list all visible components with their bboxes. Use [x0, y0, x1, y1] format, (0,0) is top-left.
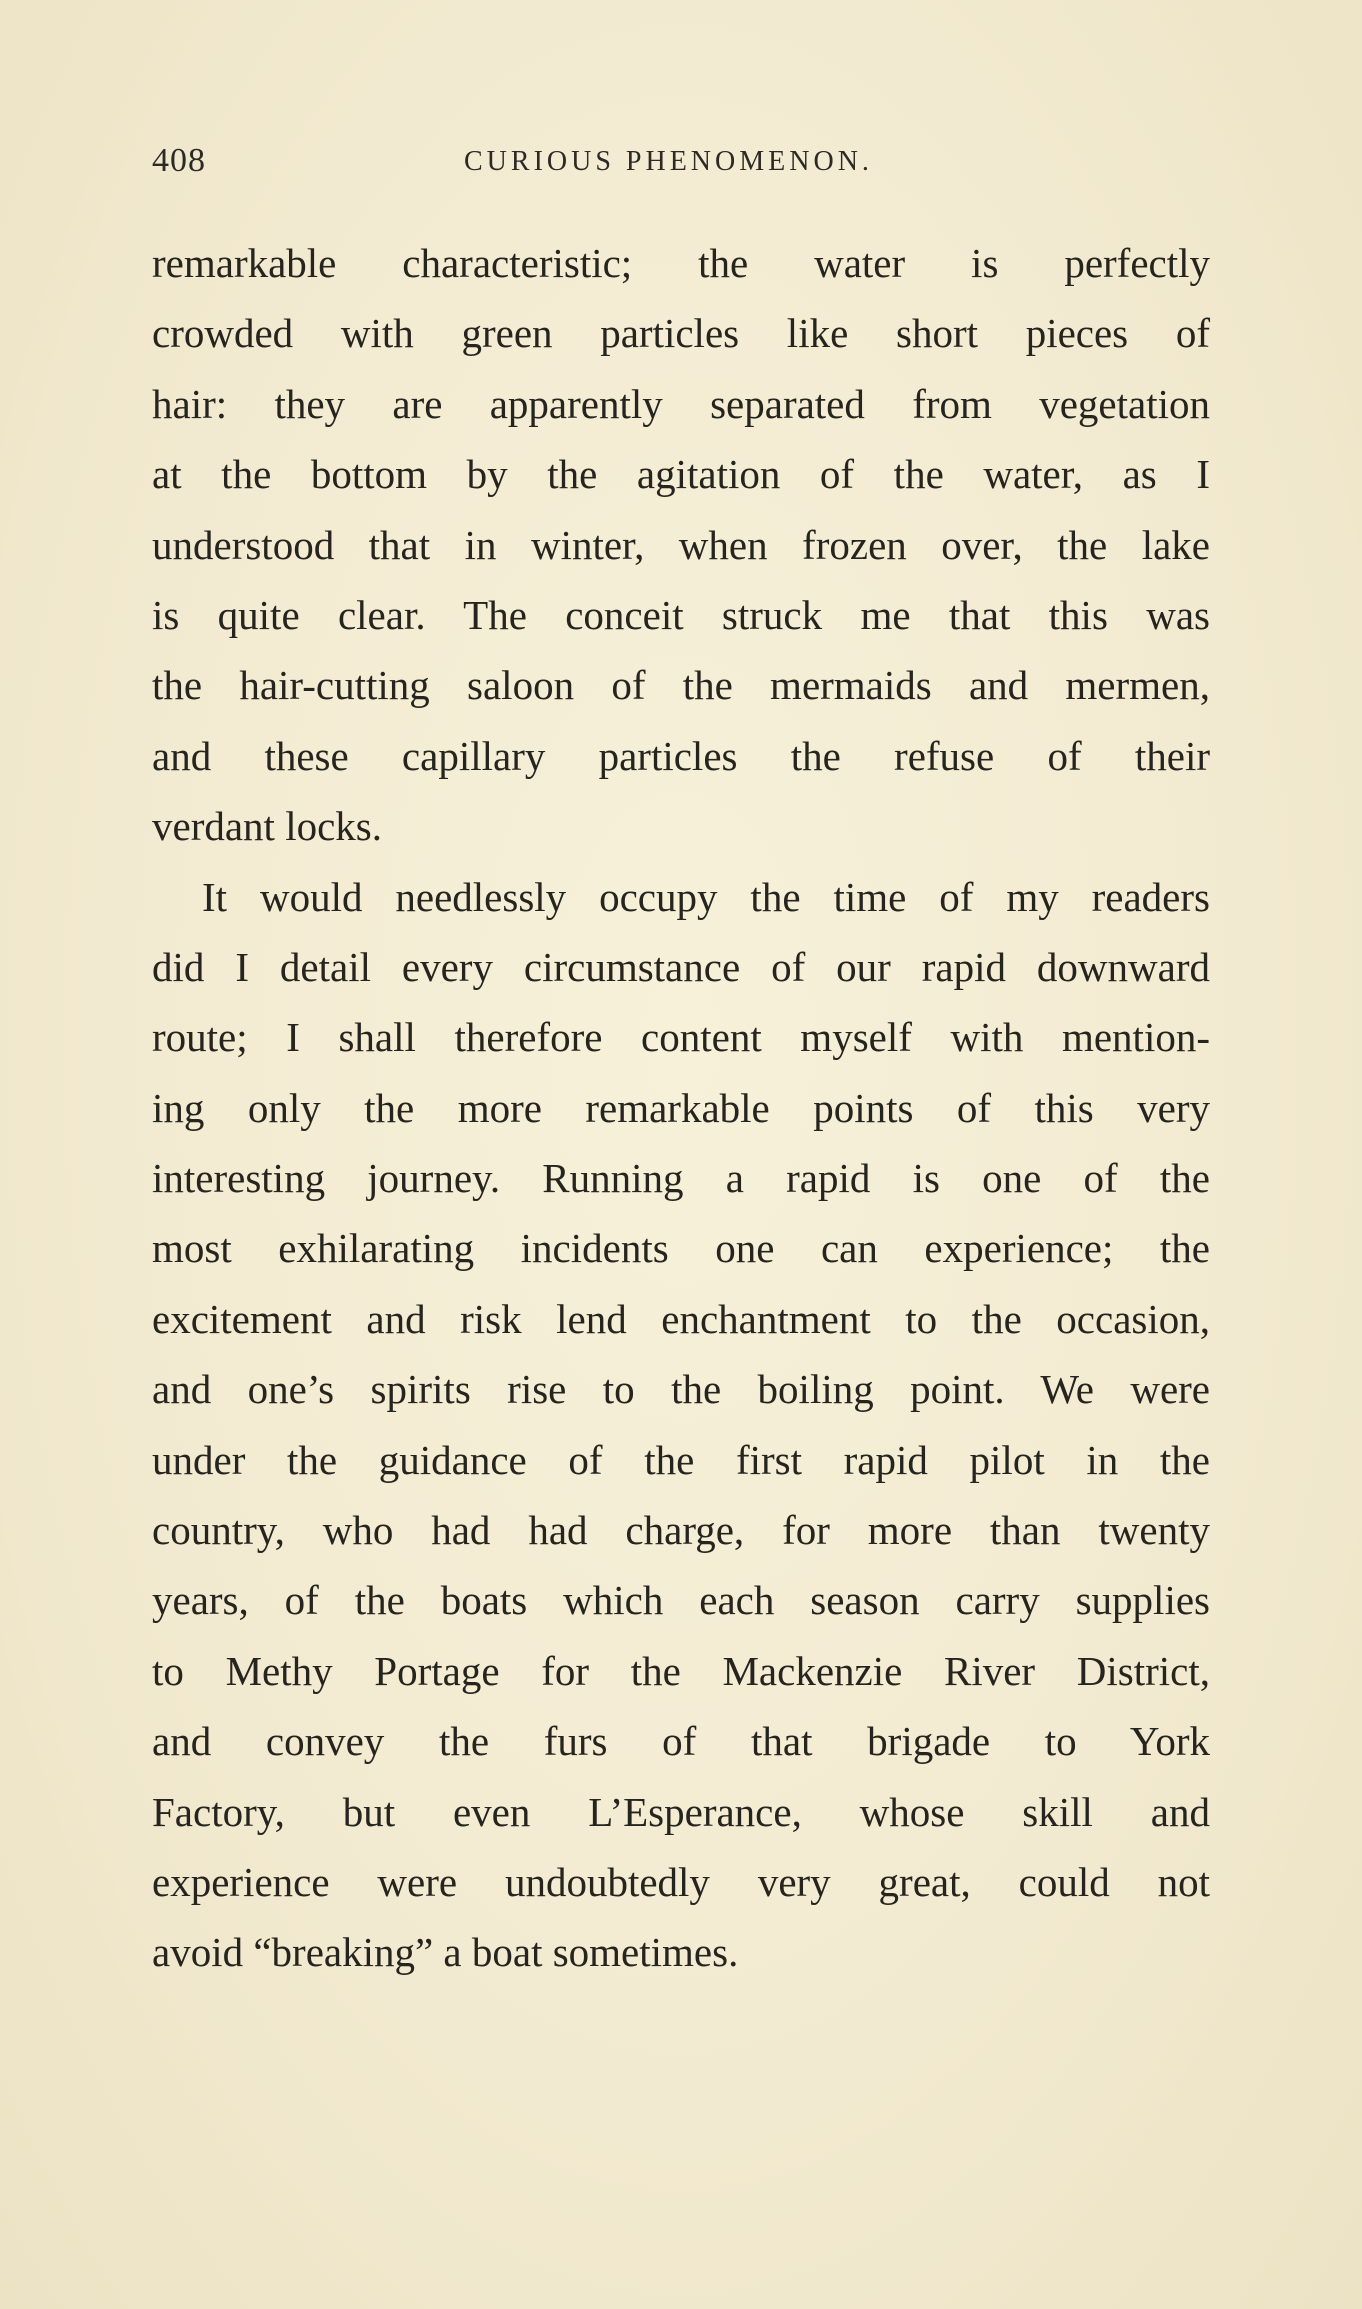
- text-line: under the guidance of the first rapid pilot in the: [152, 1436, 1210, 1483]
- body-text: [152, 228, 1210, 1988]
- text-line: to Methy Portage for the Mackenzie River District,: [152, 1647, 1210, 1694]
- text-line: excitement and risk lend enchantment to the occasion,: [152, 1295, 1210, 1342]
- text-line: remarkable characteristic; the water is perfectly: [152, 240, 1210, 286]
- text-line: ing only the more remarkable points of this very: [152, 1084, 1210, 1131]
- text-line: hair: they are apparently separated from vegetation: [152, 380, 1210, 427]
- text-line: the hair-cutting saloon of the mermaids and mermen,: [152, 662, 1210, 709]
- text-line: route; I shall therefore content myself with mention-: [152, 1014, 1210, 1061]
- paragraph: [152, 862, 1210, 1988]
- text-line: and one’s spirits rise to the boiling point. We were: [152, 1366, 1210, 1413]
- paragraph: [152, 228, 1210, 862]
- page-number: 408: [152, 142, 206, 179]
- text-line: and convey the furs of that brigade to York: [152, 1718, 1210, 1765]
- text-line: experience were undoubtedly very great, could not: [152, 1858, 1210, 1905]
- text-line: is quite clear. The conceit struck me that this was: [152, 591, 1210, 638]
- text-line: verdant locks.: [152, 803, 382, 850]
- text-line: avoid “breaking” a boat sometimes.: [152, 1929, 739, 1976]
- text-line: crowded with green particles like short pieces of: [152, 310, 1210, 357]
- text-line: It would needlessly occupy the time of my readers: [202, 873, 1210, 920]
- text-line: and these capillary particles the refuse of their: [152, 732, 1210, 779]
- text-line: interesting journey. Running a rapid is one of the: [152, 1155, 1210, 1202]
- text-line: at the bottom by the agitation of the water, as I: [152, 451, 1210, 498]
- running-head: CURIOUS PHENOMENON.: [464, 146, 873, 177]
- text-line: most exhilarating incidents one can experience; the: [152, 1225, 1210, 1272]
- text-line: Factory, but even L’Esperance, whose skill and: [152, 1788, 1210, 1835]
- text-line: did I detail every circumstance of our rapid downward: [152, 943, 1210, 990]
- text-line: years, of the boats which each season carry supplies: [152, 1577, 1210, 1624]
- page-header: [152, 142, 1210, 188]
- text-line: understood that in winter, when frozen over, the lake: [152, 521, 1210, 568]
- text-line: country, who had had charge, for more than twenty: [152, 1507, 1210, 1554]
